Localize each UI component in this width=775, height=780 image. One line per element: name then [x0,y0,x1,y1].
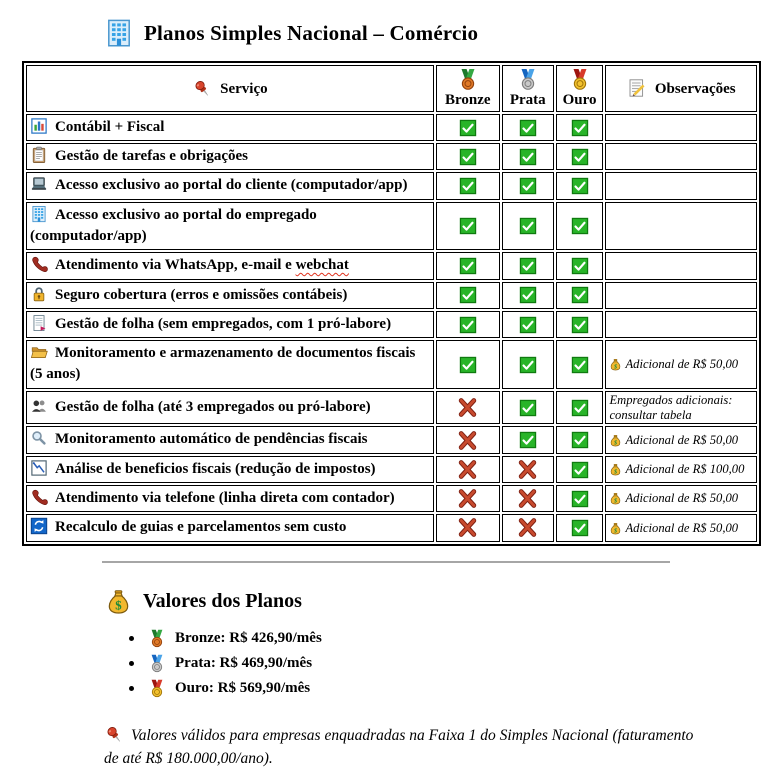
svg-text:$: $ [614,439,618,446]
service-cell [26,311,434,338]
observation-text: Empregados adicionais: consultar tabela [609,392,733,422]
svg-text:$: $ [115,597,122,612]
building-icon [104,18,134,48]
column-header-ouro [556,65,604,112]
plan-price-item [129,654,775,674]
cross-icon [517,517,538,538]
observation-cell [605,391,757,425]
table-row [26,252,757,279]
observation-cell [605,456,757,483]
prata-mark-cell [502,143,554,170]
svg-text:$: $ [614,364,618,371]
observation-text: Adicional de R$ 50,00 [625,432,739,447]
check-icon [519,119,537,137]
observation-cell [605,252,757,279]
table-row [26,391,757,425]
observation-cell [605,202,757,251]
check-icon [571,316,589,334]
table-row [26,426,757,453]
prata-mark-cell [502,340,554,389]
check-icon [459,257,477,275]
observation-cell [605,114,757,141]
plan-price-item [129,679,775,699]
money-bag-icon [609,492,622,505]
observation-cell [605,426,757,453]
bronze-medal-icon [456,68,480,92]
document-page [0,18,775,780]
service-label: Monitoramento e armazenamento de documentos fiscais (5 anos) [30,345,416,383]
ouro-mark-cell [556,114,604,141]
service-cell [26,143,434,170]
check-icon [519,257,537,275]
ouro-mark-cell [556,426,604,453]
chart-down-icon [30,459,48,477]
bronze-mark-cell [436,485,500,512]
plan-header-label: Bronze [445,92,491,108]
services-tbody [26,114,757,542]
ouro-mark-cell [556,282,604,309]
table-row [26,202,757,251]
observation-text: Adicional de R$ 100,00 [625,461,745,476]
bronze-mark-cell [436,311,500,338]
service-label: Seguro cobertura (erros e omissões contábeis) [55,286,348,303]
header-row [26,65,757,112]
bullet-dot [129,661,134,666]
ouro-mark-cell [556,485,604,512]
ouro-mark-cell [556,456,604,483]
lock-icon [30,285,48,303]
plan-price-text: Ouro: R$ 569,90/mês [175,680,311,697]
check-icon [459,217,477,235]
ouro-mark-cell [556,514,604,541]
money-bag-icon [609,358,622,371]
check-icon [519,316,537,334]
service-label: Gestão de folha (até 3 empregados ou pró-labore) [55,398,371,415]
page-title-text: Planos Simples Nacional – Comércio [144,20,479,45]
service-label: Atendimento via telefone (linha direta com contador) [55,490,395,507]
column-header-service [26,65,434,112]
service-cell [26,252,434,279]
prata-mark-cell [502,391,554,425]
observation-text: Adicional de R$ 50,00 [625,520,739,535]
laptop-icon [30,175,48,193]
service-cell [26,114,434,141]
service-label: Gestão de folha (sem empregados, com 1 pró-labore) [55,315,392,332]
silver-medal-icon [516,68,540,92]
service-label: Monitoramento automático de pendências fiscais [55,431,368,448]
footer-note-text: Valores válidos para empresas enquadradas na Faixa 1 do Simples Nacional (faturamento de até R$ 180.000,00/ano). [104,726,694,767]
service-cell [26,172,434,199]
service-label: Acesso exclusivo ao portal do cliente (computador/app) [55,177,408,194]
plan-header-label: Prata [509,92,546,108]
prata-mark-cell [502,172,554,199]
table-row [26,485,757,512]
service-cell [26,340,434,389]
service-cell [26,456,434,483]
ouro-mark-cell [556,143,604,170]
service-cell [26,485,434,512]
observation-text: Adicional de R$ 50,00 [625,491,739,506]
check-icon [571,257,589,275]
recalc-icon [30,517,48,535]
table-row [26,311,757,338]
phone-icon [30,488,48,506]
prata-mark-cell [502,485,554,512]
values-heading [105,588,775,615]
service-cell [26,202,434,251]
bronze-mark-cell [436,172,500,199]
cross-icon [457,397,478,418]
service-label: Contábil + Fiscal [55,118,165,135]
bronze-mark-cell [436,340,500,389]
page-title [104,18,775,48]
service-label: Gestão de tarefas e obrigações [55,148,249,165]
check-icon [571,119,589,137]
plan-header-label: Ouro [562,92,597,108]
service-cell [26,391,434,425]
svg-text:$: $ [614,469,618,476]
check-icon [519,356,537,374]
service-header-label: Serviço [220,81,268,98]
prata-mark-cell [502,202,554,251]
service-label: Atendimento via WhatsApp, e-mail e webchat [55,257,349,274]
check-icon [459,177,477,195]
page-document-icon [30,314,48,332]
cross-icon [457,459,478,480]
observation-cell [605,514,757,541]
column-header-observations [605,65,757,112]
bronze-mark-cell [436,282,500,309]
misspelled-word: webchat [295,257,349,274]
check-icon [519,399,537,417]
service-label: Análise de beneficios fiscais (redução de impostos) [55,460,376,477]
check-icon [571,217,589,235]
footer-note [104,724,696,771]
ouro-mark-cell [556,202,604,251]
prata-mark-cell [502,426,554,453]
service-cell [26,514,434,541]
check-icon [459,286,477,304]
table-row [26,340,757,389]
table-row [26,514,757,541]
clipboard-icon [30,146,48,164]
observation-text: Adicional de R$ 50,00 [625,356,739,371]
bullet-dot [129,636,134,641]
cross-icon [457,488,478,509]
check-icon [571,519,589,537]
phone-icon [30,255,48,273]
ouro-mark-cell [556,311,604,338]
memo-icon [627,78,647,98]
observation-cell [605,282,757,309]
service-label: Acesso exclusivo ao portal do empregado (computador/app) [30,206,317,244]
check-icon [519,177,537,195]
magnifier-icon [30,429,48,447]
prata-mark-cell [502,282,554,309]
people-icon [30,397,48,415]
ouro-mark-cell [556,172,604,199]
table-row [26,143,757,170]
services-table [22,61,761,546]
gold-medal-icon [147,679,167,699]
bronze-medal-icon [147,629,167,649]
check-icon [519,431,537,449]
plan-price-text: Bronze: R$ 426,90/mês [175,630,322,647]
check-icon [519,148,537,166]
bronze-mark-cell [436,252,500,279]
folder-icon [30,343,48,361]
table-row [26,172,757,199]
observation-cell [605,340,757,389]
observation-cell [605,172,757,199]
money-bag-icon [609,522,622,535]
ouro-mark-cell [556,252,604,279]
silver-medal-icon [147,654,167,674]
prata-mark-cell [502,252,554,279]
check-icon [571,461,589,479]
bronze-mark-cell [436,143,500,170]
check-icon [571,356,589,374]
bronze-mark-cell [436,391,500,425]
plan-price-item [129,629,775,649]
section-divider [102,561,670,563]
cross-icon [457,517,478,538]
money-bag-icon [609,434,622,447]
check-icon [571,148,589,166]
check-icon [571,490,589,508]
cross-icon [457,430,478,451]
bronze-mark-cell [436,114,500,141]
observation-cell [605,143,757,170]
values-heading-text: Valores dos Planos [143,589,302,612]
pushpin-icon [192,78,212,98]
service-cell [26,426,434,453]
check-icon [571,286,589,304]
bronze-mark-cell [436,202,500,251]
prata-mark-cell [502,311,554,338]
column-header-prata [502,65,554,112]
check-icon [459,356,477,374]
table-row [26,114,757,141]
prata-mark-cell [502,114,554,141]
check-icon [459,148,477,166]
money-bag-icon [105,588,132,615]
observation-cell [605,311,757,338]
svg-text:$: $ [614,527,618,534]
check-icon [571,399,589,417]
svg-text:$: $ [614,498,618,505]
check-icon [459,316,477,334]
table-row [26,282,757,309]
prata-mark-cell [502,456,554,483]
service-label: Recalculo de guias e parcelamentos sem custo [55,519,347,536]
prata-mark-cell [502,514,554,541]
bronze-mark-cell [436,456,500,483]
check-icon [519,286,537,304]
cross-icon [517,488,538,509]
plan-price-list [129,629,775,699]
observation-cell [605,485,757,512]
bronze-mark-cell [436,514,500,541]
check-icon [459,119,477,137]
bullet-dot [129,686,134,691]
ouro-mark-cell [556,391,604,425]
observations-header-label: Observações [654,81,736,98]
plan-price-text: Prata: R$ 469,90/mês [175,655,313,672]
column-header-bronze [436,65,500,112]
check-icon [571,431,589,449]
pushpin-icon [104,724,124,744]
cross-icon [517,459,538,480]
table-row [26,456,757,483]
money-bag-icon [609,463,622,476]
check-icon [571,177,589,195]
service-cell [26,282,434,309]
check-icon [519,217,537,235]
gold-medal-icon [568,68,592,92]
bar-chart-icon [30,117,48,135]
ouro-mark-cell [556,340,604,389]
bronze-mark-cell [436,426,500,453]
building-icon [30,205,48,223]
